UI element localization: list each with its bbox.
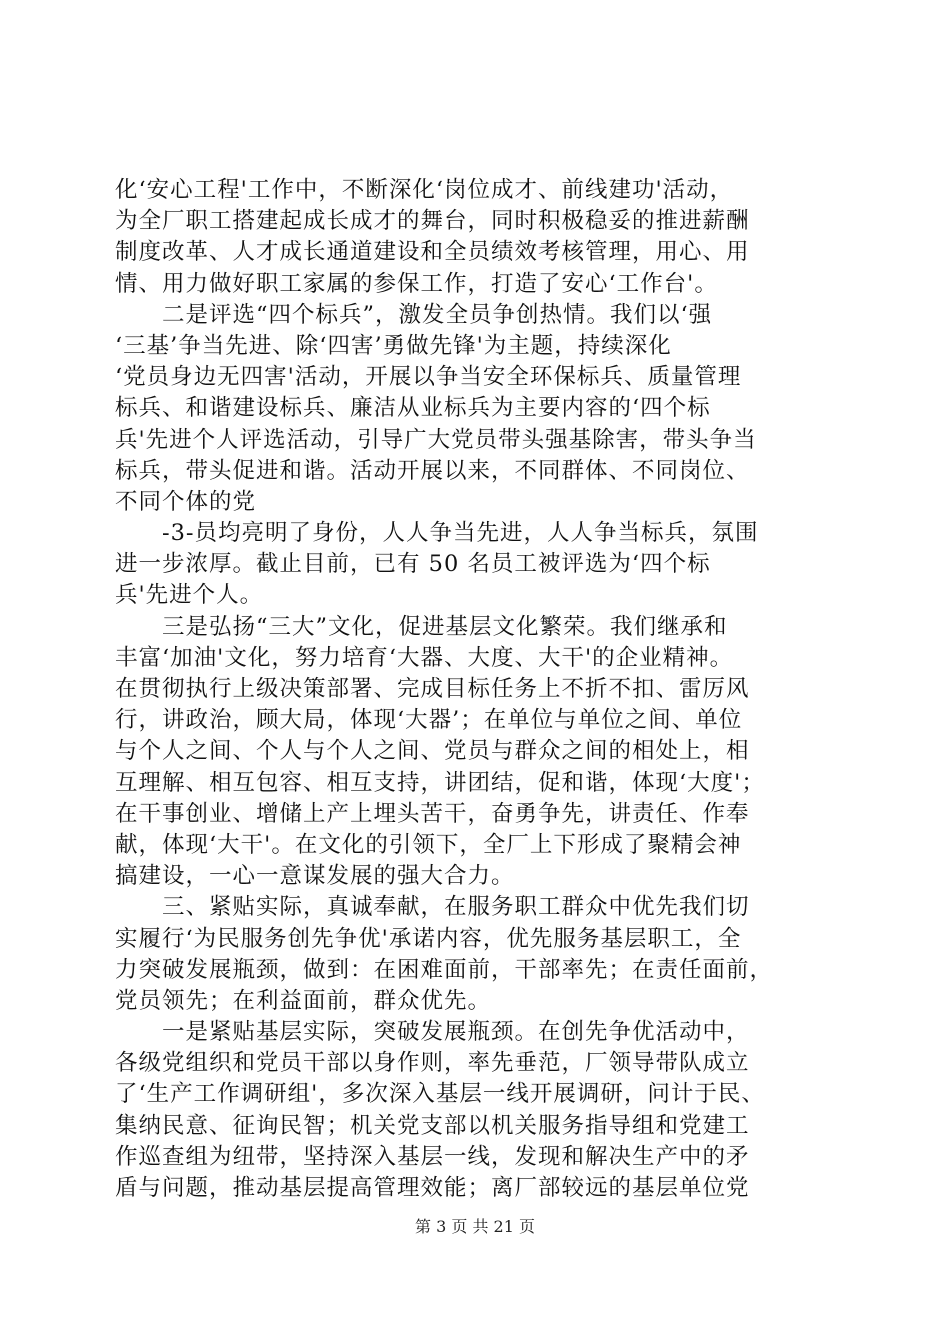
- text-line: 标兵，带头促进和谐。活动开展以来，不同群体、不同岗位、: [115, 457, 750, 484]
- text-line: 一是紧贴基层实际，突破发展瓶颈。在创先争优活动中，: [115, 1019, 750, 1046]
- text-line: ‘三基’争当先进、除‘四害’勇做先锋'为主题，持续深化: [115, 332, 672, 359]
- text-line: 行，讲政治，顾大局，体现‘大器’；在单位与单位之间、单位: [115, 707, 743, 734]
- text-line: 与个人之间、个人与个人之间、党员与群众之间的相处上，相: [115, 738, 750, 765]
- text-line: 实履行‘为民服务创先争优'承诺内容，优先服务基层职工，全: [115, 925, 742, 952]
- text-line: -3-员均亮明了身份，人人争当先进，人人争当标兵，氛围: [115, 520, 759, 547]
- text-line: 力突破发展瓶颈，做到：在困难面前，干部率先；在责任面前，: [115, 956, 774, 983]
- text-line: 集纳民意、征询民智；机关党支部以机关服务指导组和党建工: [115, 1112, 750, 1139]
- body-text: [115, 175, 840, 1204]
- text-line: 进一步浓厚。截止目前，已有 50 名员工被评选为‘四个标: [115, 551, 711, 578]
- text-line: 三是弘扬“三大”文化，促进基层文化繁荣。我们继承和: [115, 613, 728, 640]
- text-line: 三、紧贴实际，真诚奉献，在服务职工群众中优先我们切: [115, 894, 750, 921]
- text-line: 各级党组织和党员干部以身作则，率先垂范，厂领导带队成立: [115, 1050, 750, 1077]
- text-line: 制度改革、人才成长通道建设和全员绩效考核管理，用心、用: [115, 239, 750, 266]
- text-line: 化‘安心工程'工作中，不断深化‘岗位成才、前线建功'活动，: [115, 177, 734, 203]
- text-line: 搞建设，一心一意谋发展的强大合力。: [115, 863, 515, 890]
- text-line: 党员领先；在利益面前，群众优先。: [115, 987, 492, 1014]
- text-line: 了‘生产工作调研组'，多次深入基层一线开展调研，问计于民、: [115, 1081, 765, 1108]
- text-line: 标兵、和谐建设标兵、廉洁从业标兵为主要内容的‘四个标: [115, 395, 711, 422]
- text-line: 为全厂职工搭建起成长成才的舞台，同时积极稳妥的推进薪酬: [115, 208, 750, 235]
- text-line: 盾与问题，推动基层提高管理效能；离厂部较远的基层单位党: [115, 1175, 750, 1201]
- text-line: 丰富‘加油'文化，努力培育‘大器、大度、大干'的企业精神。: [115, 644, 734, 671]
- text-line: 在干事创业、增储上产上埋头苦干，奋勇争先，讲责任、作奉: [115, 800, 750, 827]
- text-line: 情、用力做好职工家属的参保工作，打造了安心‘工作台'。: [115, 270, 718, 297]
- text-line: 献，体现‘大干'。在文化的引领下，全厂上下形成了聚精会神: [115, 831, 742, 858]
- text-line: 作巡查组为纽带，坚持深入基层一线，发现和解决生产中的矛: [115, 1143, 750, 1170]
- text-line: 兵'先进个人评选活动，引导广大党员带头强基除害，带头争当: [115, 426, 757, 453]
- page-footer: [0, 1214, 950, 1237]
- text-line: ‘党员身边无四害'活动，开展以争当安全环保标兵、质量管理: [115, 364, 742, 391]
- text-line: 兵'先进个人。: [115, 582, 264, 609]
- text-line: 不同个体的党: [115, 488, 257, 515]
- page-number-label: 第 3 页 共 21 页: [415, 1217, 535, 1236]
- text-line: 在贯彻执行上级决策部署、完成目标任务上不折不扣、雷厉风: [115, 676, 750, 702]
- text-line: 二是评选“四个标兵”，激发全员争创热情。我们以‘强: [115, 301, 713, 328]
- text-line: 互理解、相互包容、相互支持，讲团结，促和谐，体现‘大度'；: [115, 769, 765, 796]
